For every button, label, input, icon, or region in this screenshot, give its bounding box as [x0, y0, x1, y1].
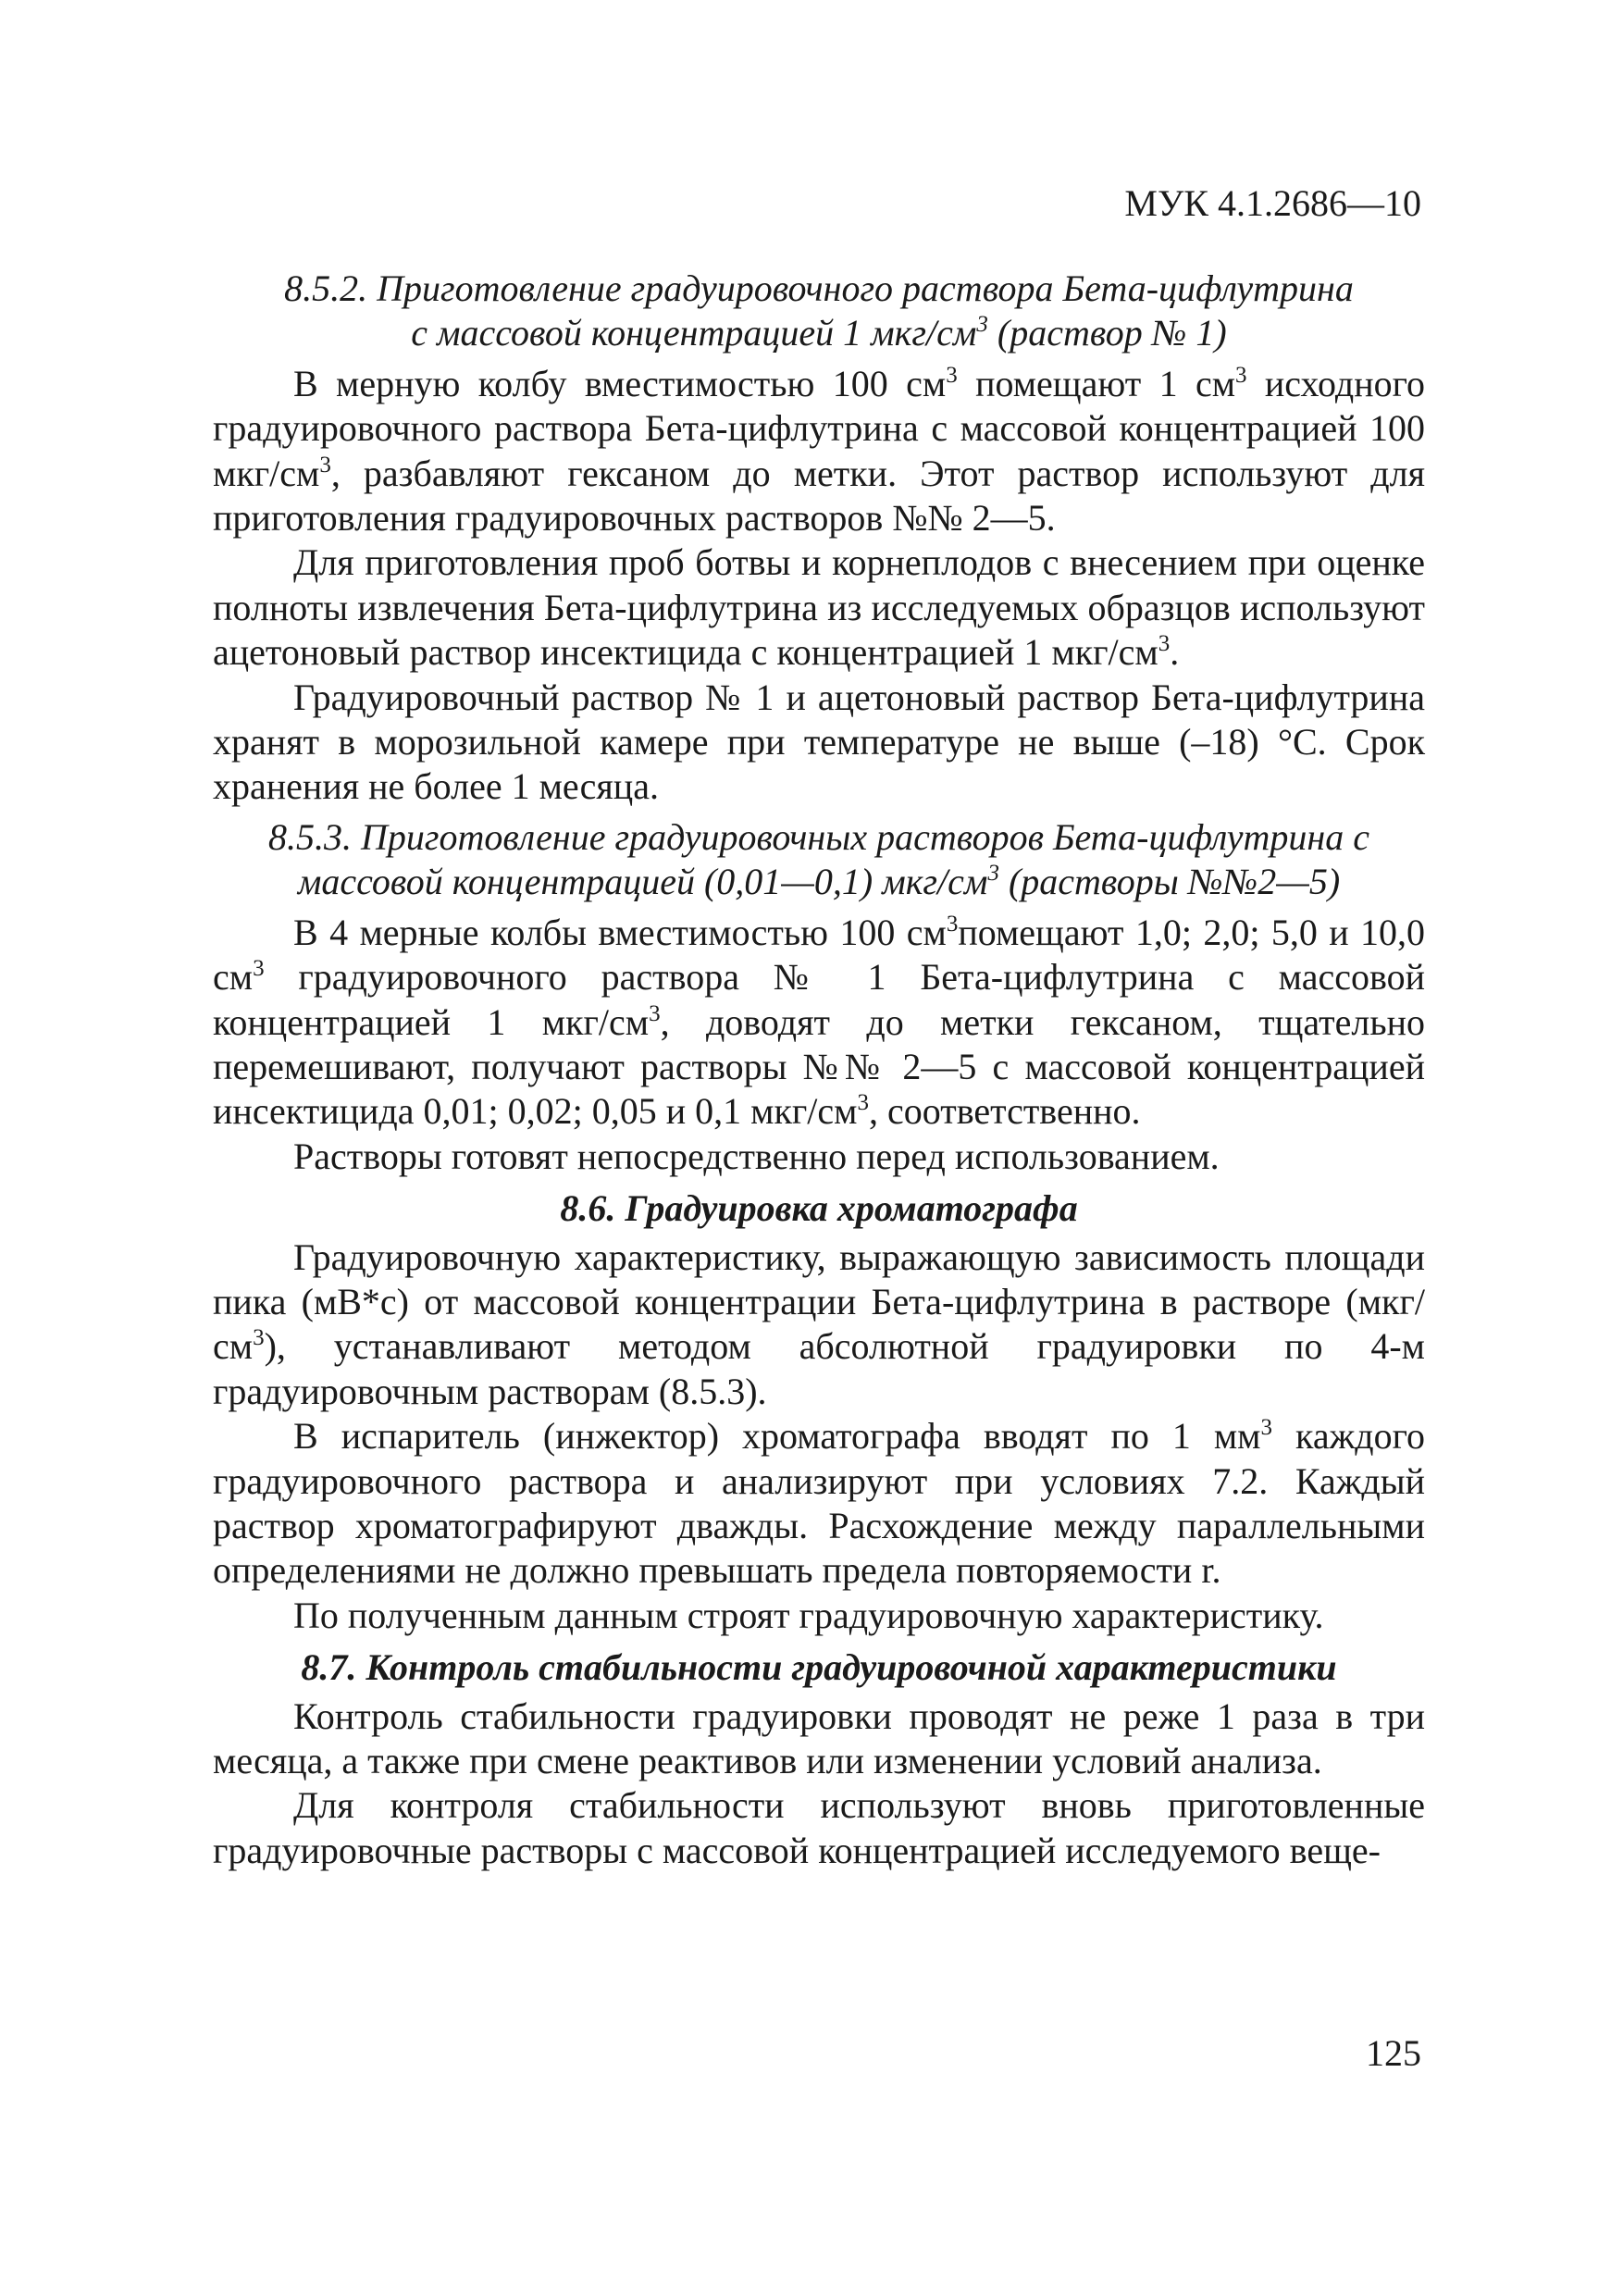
paragraph: В испаритель (инжектор) хроматографа вводят по 1 $мм^3$ каждого градуировочного раствора и анализируют при условиях 7.2. Каждый раствор хроматографируют дважды. Расхождение между параллельными определениями не должно превышать предела повторяемости r.	[213, 1415, 1425, 1592]
paragraph: Для приготовления проб ботвы и корнеплодов с внесением при оценке полноты извлечения Бета-цифлутрина из исследуемых образцов используют ацетоновый раствор инсектицида с концентрацией 1 мкг/$см^3$.	[213, 541, 1425, 674]
paragraph: Растворы готовят непосредственно перед использованием.	[293, 1135, 1220, 1177]
heading-text: с массовой концентрацией 1 мкг/см	[411, 312, 977, 354]
paragraph: В 4 мерные колбы вместимостью 100 $см^3помещают$ 1,0; 2,0; 5,0 и 10,0 $см^3$ градуировочного раствора № 1 Бета-цифлутрина с массовой концентрацией 1 мкг/$см^3$, доводят до метки гексаном, тщательно перемешивают, получают растворы №№ 2—5 с массовой концентрацией инсектицида 0,01; 0,02; 0,05 и 0,1 мкг/$см^3$, соответственно.	[213, 911, 1426, 1133]
superscript: 3	[987, 861, 999, 887]
paragraph: По полученным данным строят градуировочную характеристику.	[293, 1594, 1324, 1636]
heading-line-1: 8.5.3. Приготовление градуировочных растворов Бета-цифлутрина с	[267, 815, 1370, 858]
section-heading-8-6: 8.6. Градуировка хроматографа	[560, 1187, 1078, 1230]
page-body	[213, 267, 1425, 1873]
paragraph: В мерную колбу вместимостью 100 $см^3$ помещают 1 $см^3$ исходного градуировочного раствора Бета-цифлутрина с массовой концентрацией 100 мкг/$см^3$, разбавляют гексаном до метки. Этот раствор используют для приготовления градуировочных растворов №№ 2—5.	[213, 362, 1426, 540]
heading-line-2	[213, 311, 1425, 355]
heading-text: массовой концентрацией (0,01—0,1) мкг/см	[297, 861, 988, 903]
subsection-heading-8-5-3	[213, 815, 1425, 905]
superscript: 3	[976, 312, 988, 338]
heading-line-2	[213, 860, 1425, 904]
heading-text: (растворы №№2—5)	[998, 861, 1341, 903]
page-number: 125	[1366, 2032, 1421, 2074]
document-code: МУК 4.1.2686—10	[1124, 182, 1421, 224]
section-heading-8-7: 8.7. Контроль стабильности градуировочной характеристики	[301, 1646, 1337, 1689]
paragraph: Градуировочную характеристику, выражающую зависимость площади пика (мВ*с) от массовой концентрации Бета-цифлутрина в растворе $(мкг/см^3)$, устанавливают методом абсолютной градуировки по 4-м градуировочным растворам (8.5.3).	[213, 1235, 1425, 1412]
heading-line-1: 8.5.2. Приготовление градуировочного раствора Бета-цифлутрина	[284, 267, 1354, 309]
paragraph: Контроль стабильности градуировки проводят не реже 1 раза в три месяца, а также при смене реактивов или изменении условий анализа.	[213, 1694, 1425, 1781]
heading-text: (раствор № 1)	[987, 312, 1227, 354]
subsection-heading-8-5-2	[213, 267, 1425, 356]
paragraph: Градуировочный раствор № 1 и ацетоновый раствор Бета-цифлутрина хранят в морозильной камере при температуре не выше (–18) °С. Срок хранения не более 1 месяца.	[213, 676, 1425, 808]
paragraph: Для контроля стабильности используют вновь приготовленные градуировочные растворы с массовой концентрацией исследуемого веще-	[213, 1784, 1425, 1871]
